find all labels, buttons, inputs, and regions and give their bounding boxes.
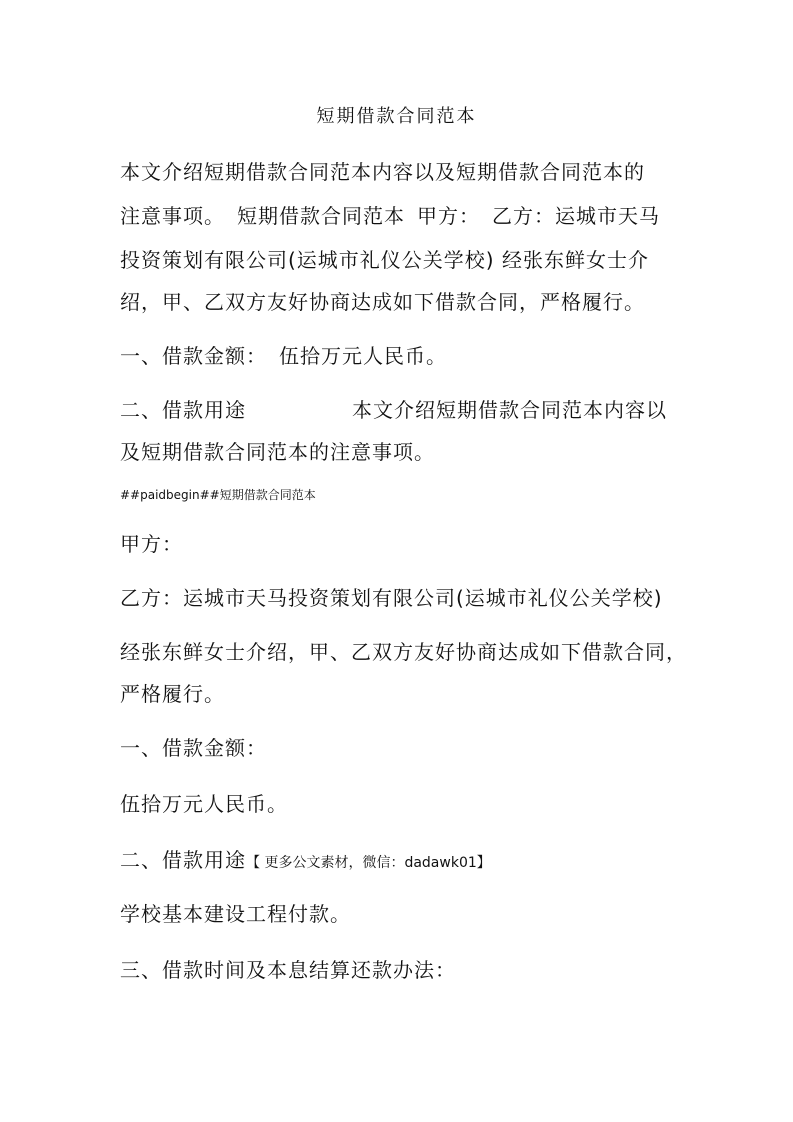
intro2-line-1: 经张东鲜女士介绍，甲、乙双方友好协商达成如下借款合同， (120, 640, 687, 664)
purpose2-label: 二、借款用途 (120, 848, 246, 872)
material-note: 【 更多公文素材，微信：dadawk01】 (246, 855, 491, 871)
intro2-line-2: 严格履行。 (120, 682, 225, 706)
purpose-line-1 (120, 396, 680, 424)
amount-value: 伍拾万元人民币。 (120, 792, 288, 816)
document-title: 短期借款合同范本 (316, 106, 477, 127)
intro-line-2b: 短期借款合同范本 (237, 204, 405, 228)
purpose-line-text-1: 本文介绍短期借款合同范本内容以 (352, 398, 667, 422)
intro-line-3: 投资策划有限公司(运城市礼仪公关学校) 经张东鲜女士介 (120, 248, 649, 272)
amount-line (120, 342, 680, 370)
amount-line-value: 伍拾万元人民币。 (279, 344, 447, 368)
purpose-line-label: 二、借款用途 (120, 398, 246, 422)
party-a: 甲方： (120, 532, 183, 556)
intro-line-2 (120, 202, 680, 230)
amount-label: 一、借款金额： (120, 736, 267, 760)
party-b: 乙方：运城市天马投资策划有限公司(运城市礼仪公关学校) (120, 586, 663, 610)
purpose2-line (120, 846, 680, 877)
purpose-value: 学校基本建设工程付款。 (120, 902, 351, 926)
intro-line-2a: 注意事项。 (120, 204, 225, 228)
intro-line-2c: 甲方： (417, 204, 480, 228)
paid-marker: ##paidbegin##短期借款合同范本 (120, 488, 316, 502)
section-3-heading: 三、借款时间及本息结算还款办法： (120, 958, 456, 982)
intro-line-2d: 乙方：运城市天马 (492, 204, 660, 228)
amount-line-label: 一、借款金额： (120, 344, 267, 368)
purpose-line-2: 及短期借款合同范本的注意事项。 (120, 440, 435, 464)
intro-line-4: 绍，甲、乙双方友好协商达成如下借款合同，严格履行。 (120, 290, 645, 314)
intro-line-1: 本文介绍短期借款合同范本内容以及短期借款合同范本的 (120, 160, 645, 184)
